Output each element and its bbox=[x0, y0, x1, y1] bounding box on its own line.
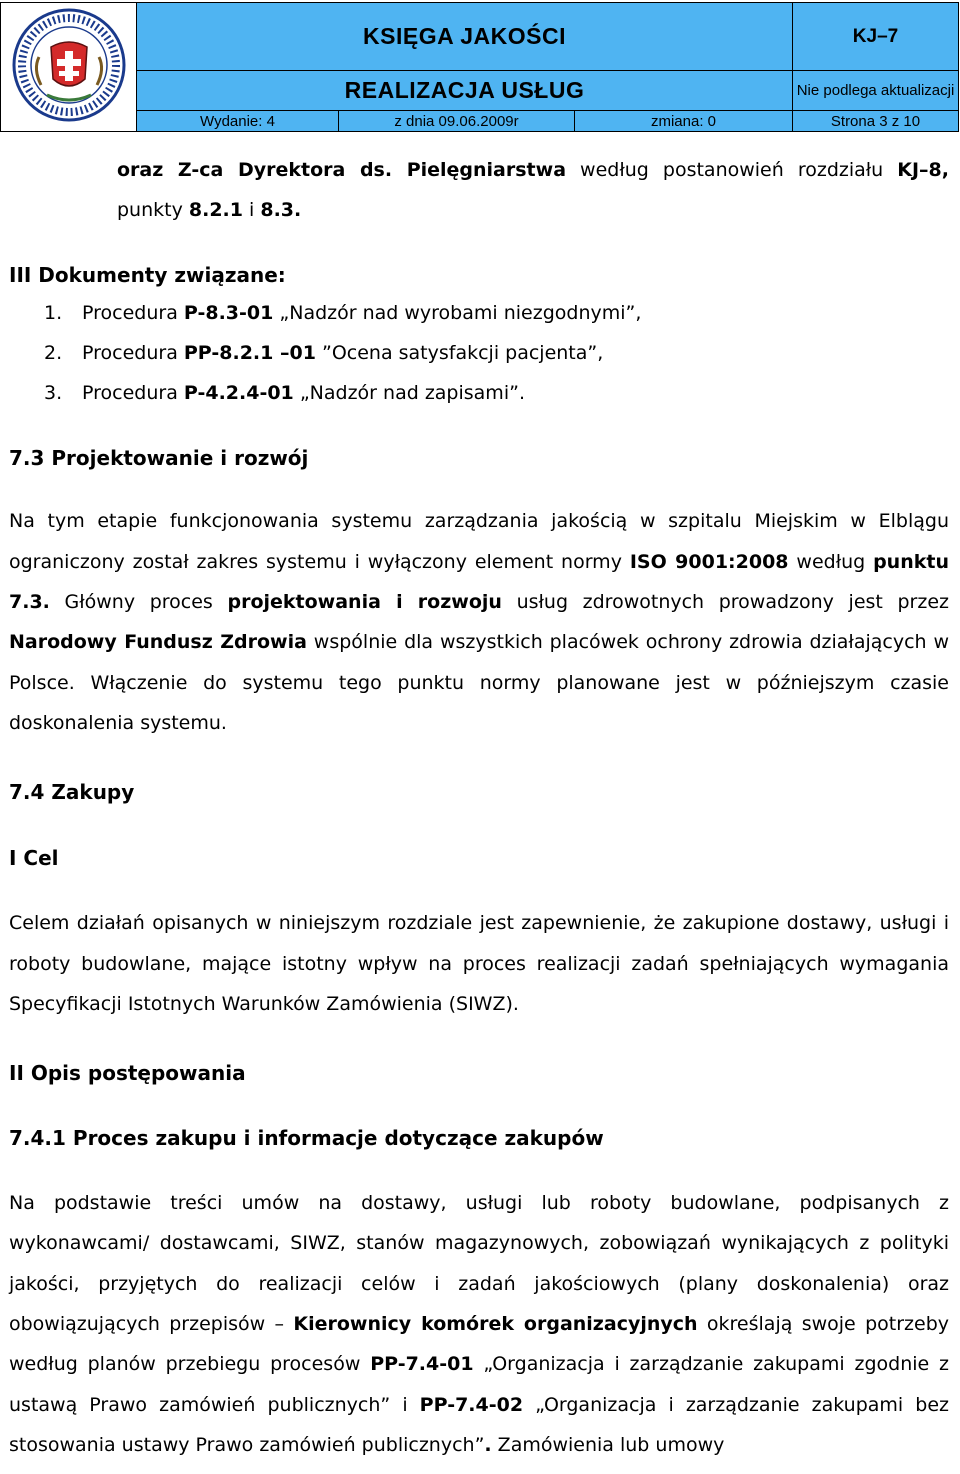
related-docs-list bbox=[9, 293, 949, 414]
purchase-paragraph: Na podstawie treści umów na dostawy, usługi lub roboty budowlane, podpisanych z wykonawcami/ dostawcami, SIWZ, stanów magazynowych, zobowiązań wynikających z polityki jakości, przyjętych do realizacji celów i zadań jakościowych (plany doskonalenia) oraz obowiązujących przepisów – Kierownicy komórek organizacyjnych określają swoje potrzeby według planów przebiegu procesów PP-7.4-01 „Organizacja i zarządzanie zakupami zgodnie z ustawą Prawo zamówień publicznych” i PP-7.4-02 „Organizacja i zarządzanie zakupami bez stosowania ustawy Prawo zamówień publicznych”. Zamówienia lub umowy bbox=[9, 1192, 949, 1456]
update-note: Nie podlega aktualizacji bbox=[793, 71, 959, 111]
subsection-7-4-1-heading: 7.4.1 Proces zakupu i informacje dotyczące zakupów bbox=[9, 1126, 604, 1151]
goal-heading: I Cel bbox=[9, 846, 59, 871]
document-title: KSIĘGA JAKOŚCI bbox=[137, 3, 793, 71]
intro-line-1 bbox=[9, 150, 949, 190]
intro-bold-3: 8.2.1 bbox=[188, 199, 243, 222]
edition-date: z dnia 09.06.2009r bbox=[339, 111, 575, 132]
hospital-seal-icon bbox=[11, 7, 127, 123]
document-body bbox=[9, 150, 949, 1465]
page-number: Strona 3 z 10 bbox=[793, 111, 959, 132]
edition: Wydanie: 4 bbox=[137, 111, 339, 132]
intro-bold-4: 8.3. bbox=[260, 199, 302, 222]
change-number: zmiana: 0 bbox=[575, 111, 793, 132]
list-item: 1. Procedura P-8.3-01 „Nadzór nad wyrobami niezgodnymi”, bbox=[44, 301, 642, 324]
intro-bold-2: KJ–8, bbox=[897, 159, 949, 181]
document-header bbox=[0, 2, 959, 132]
intro-bold-1: oraz Z-ca Dyrektora ds. Pielęgniarstwa bbox=[117, 159, 567, 181]
goal-paragraph: Celem działań opisanych w niniejszym rozdziale jest zapewnienie, że zakupione dostawy, usługi i roboty budowlane, mające istotny wpływ na proces realizacji zadań spełniających wymagania Specyfikacji Istotnych Warunków Zamówienia (SIWZ). bbox=[9, 912, 949, 1015]
document-subtitle: REALIZACJA USŁUG bbox=[137, 71, 793, 111]
intro-text-2: punkty bbox=[117, 199, 189, 222]
section-7-4-heading: 7.4 Zakupy bbox=[9, 780, 135, 805]
intro-text-3: i bbox=[243, 199, 261, 222]
procedure-heading: II Opis postępowania bbox=[9, 1061, 246, 1086]
logo bbox=[1, 3, 137, 132]
list-item: 2. Procedura PP-8.2.1 –01 ”Ocena satysfakcji pacjenta”, bbox=[44, 341, 604, 364]
section-7-3-heading: 7.3 Projektowanie i rozwój bbox=[9, 446, 309, 471]
related-docs-heading: III Dokumenty związane: bbox=[9, 262, 286, 287]
list-item: 3. Procedura P-4.2.4-01 „Nadzór nad zapisami”. bbox=[44, 382, 525, 405]
document-code: KJ–7 bbox=[793, 3, 959, 71]
section-7-3-paragraph: Na tym etapie funkcjonowania systemu zarządzania jakością w szpitalu Miejskim w Elblągu ograniczony został zakres systemu i wyłączony element normy ISO 9001:2008 według punktu 7.3. Główny proces projektowania i rozwoju usług zdrowotnych prowadzony jest przez Narodowy Fundusz Zdrowia wspólnie dla wszystkich placówek ochrony zdrowia działających w Polsce. Włączenie do systemu tego punktu normy planowane jest w późniejszym czasie doskonalenia systemu. bbox=[9, 510, 949, 734]
intro-text-1: według postanowień rozdziału bbox=[566, 159, 898, 181]
intro-line-2 bbox=[9, 190, 949, 230]
